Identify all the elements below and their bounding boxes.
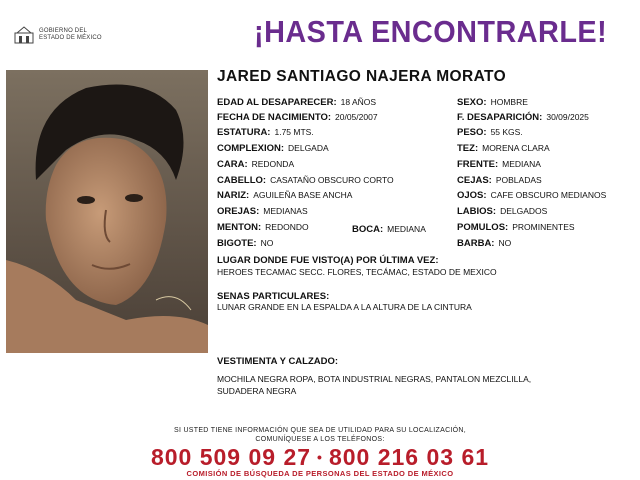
- field-label: FECHA DE NACIMIENTO:: [217, 112, 331, 123]
- field-cabello: [217, 175, 394, 186]
- field-cejas: [457, 175, 542, 186]
- field-barba: [457, 238, 511, 249]
- field-label: POMULOS:: [457, 222, 509, 233]
- field-pomulos: [457, 222, 575, 233]
- contact-info-line-1: SI USTED TIENE INFORMACIÓN QUE SEA DE UTILIDAD PARA SU LOCALIZACIÓN,: [173, 427, 467, 434]
- person-photo: [6, 70, 208, 353]
- field-label: EDAD AL DESAPARECER:: [217, 97, 337, 108]
- commission-footer: COMISIÓN DE BÚSQUEDA DE PERSONAS DEL ESTADO DE MÉXICO: [186, 469, 454, 478]
- field-frente: [457, 159, 541, 170]
- field-estatura: [217, 127, 314, 138]
- field-orejas: [217, 206, 308, 217]
- state-emblem-icon: [14, 26, 34, 44]
- field-label: COMPLEXION:: [217, 143, 285, 154]
- field-value: REDONDA: [251, 159, 295, 169]
- field-label: CARA:: [217, 159, 248, 170]
- field-menton: [217, 222, 309, 233]
- vestimenta-label: VESTIMENTA Y CALZADO:: [217, 356, 339, 367]
- field-value: AGUILEÑA BASE ANCHA: [253, 190, 353, 200]
- field-label: FRENTE:: [457, 159, 499, 170]
- contact-info-line-2: COMUNÍQUESE A LOS TELÉFONOS:: [255, 436, 385, 443]
- field-value: DELGADOS: [500, 206, 548, 216]
- field-edad: [217, 97, 376, 108]
- government-logo: [14, 26, 102, 44]
- field-value: 20/05/2007: [335, 112, 378, 122]
- senas-label: SENAS PARTICULARES:: [217, 291, 330, 302]
- field-value: MEDIANAS: [263, 206, 308, 216]
- field-value: MORENA CLARA: [482, 143, 550, 153]
- headline: ¡HASTA ENCONTRARLE!: [254, 14, 608, 49]
- field-label: BIGOTE:: [217, 238, 257, 249]
- field-label: TEZ:: [457, 143, 479, 154]
- lugar-value: HEROES TECAMAC SECC. FLORES, TECÁMAC, ESTADO DE MEXICO: [217, 267, 497, 277]
- logo-line-2: ESTADO DE MÉXICO: [39, 35, 102, 41]
- field-value: CASATAÑO OBSCURO CORTO: [270, 175, 394, 185]
- field-value: 55 KGS.: [490, 127, 523, 137]
- field-label: BARBA:: [457, 238, 495, 249]
- field-value: NO: [260, 238, 274, 248]
- field-label: F. DESAPARICIÓN:: [457, 112, 543, 123]
- field-bigote: [217, 238, 273, 249]
- field-label: OJOS:: [457, 190, 487, 201]
- phone-number-2: 800 216 03 61: [328, 444, 490, 470]
- field-label: NARIZ:: [217, 190, 250, 201]
- field-label: CEJAS:: [457, 175, 492, 186]
- field-label: OREJAS:: [217, 206, 260, 217]
- field-sexo: [457, 97, 528, 108]
- field-value: HOMBRE: [490, 97, 528, 107]
- phone-separator: •: [317, 449, 323, 465]
- field-value: DELGADA: [288, 143, 329, 153]
- field-value: 1.75 MTS.: [274, 127, 314, 137]
- field-value: MEDIANA: [502, 159, 541, 169]
- field-complexion: [217, 143, 329, 154]
- phone-numbers: [0, 444, 640, 471]
- field-label: MENTON:: [217, 222, 262, 233]
- field-label: LABIOS:: [457, 206, 497, 217]
- field-value: CAFE OBSCURO MEDIANOS: [490, 190, 607, 200]
- field-cara: [217, 159, 294, 170]
- field-peso: [457, 127, 523, 138]
- logo-line-1: GOBIERNO DEL: [39, 28, 88, 34]
- field-label: ESTATURA:: [217, 127, 271, 138]
- field-desaparicion: [457, 112, 589, 123]
- field-label: CABELLO:: [217, 175, 267, 186]
- vestimenta-line-2: SUDADERA NEGRA: [217, 386, 297, 396]
- phone-number-1: 800 509 09 27: [150, 444, 312, 470]
- field-label: BOCA:: [352, 224, 384, 235]
- field-value: PROMINENTES: [512, 222, 575, 232]
- vestimenta-line-1: MOCHILA NEGRA ROPA, BOTA INDUSTRIAL NEGRAS, PANTALON MEZCLILLA,: [217, 374, 532, 384]
- field-value: 30/09/2025: [546, 112, 589, 122]
- field-labios: [457, 206, 547, 217]
- field-nariz: [217, 190, 352, 201]
- lugar-label: LUGAR DONDE FUE VISTO(A) POR ÚLTIMA VEZ:: [217, 255, 439, 266]
- field-nacimiento: [217, 112, 378, 123]
- field-boca: [352, 224, 426, 235]
- field-label: SEXO:: [457, 97, 487, 108]
- field-label: PESO:: [457, 127, 487, 138]
- field-value: POBLADAS: [495, 175, 542, 185]
- person-name: JARED SANTIAGO NAJERA MORATO: [217, 68, 507, 85]
- field-ojos: [457, 190, 606, 201]
- field-tez: [457, 143, 550, 154]
- field-value: REDONDO: [265, 222, 309, 232]
- field-value: MEDIANA: [387, 224, 426, 234]
- field-value: NO: [498, 238, 512, 248]
- field-value: 18 AÑOS: [340, 97, 377, 107]
- senas-value: LUNAR GRANDE EN LA ESPALDA A LA ALTURA DE LA CINTURA: [217, 302, 472, 312]
